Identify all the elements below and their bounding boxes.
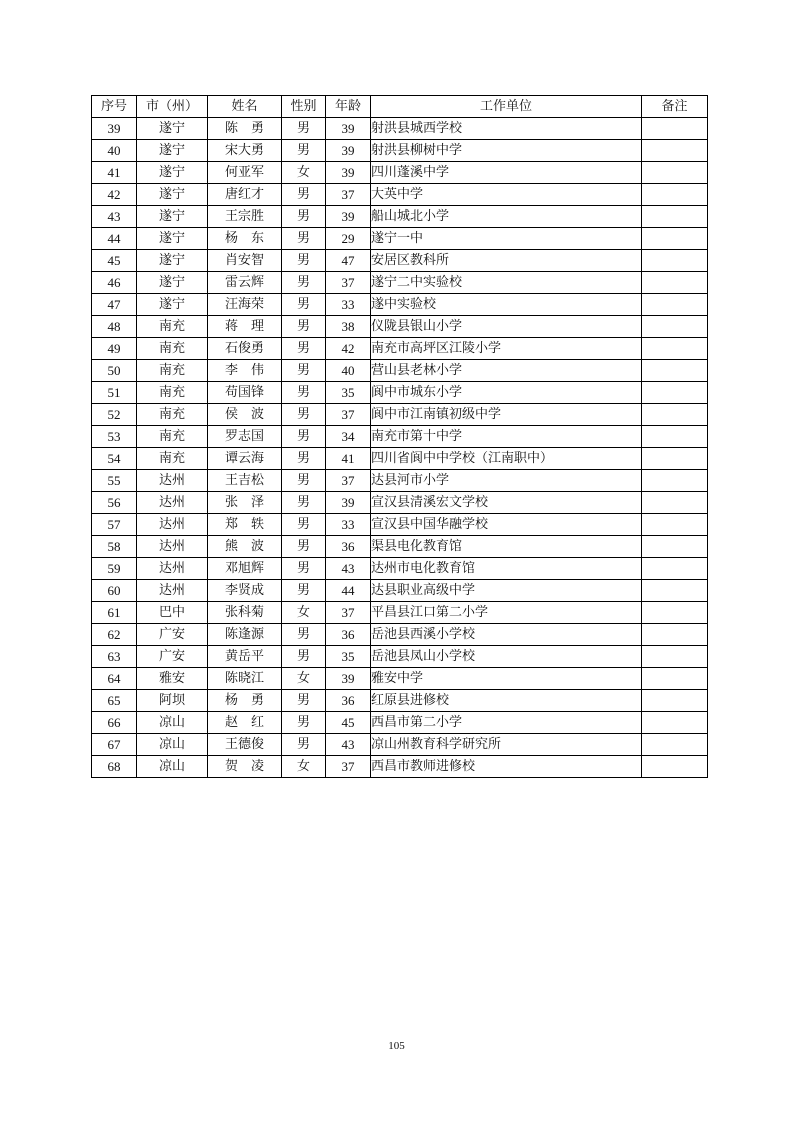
cell-age: 37 (326, 470, 371, 492)
cell-gender: 女 (282, 602, 326, 624)
cell-serial-number: 56 (92, 492, 137, 514)
cell-work-unit: 船山城北小学 (371, 206, 642, 228)
table-row (92, 118, 708, 140)
cell-name: 王吉松 (208, 470, 282, 492)
cell-remarks (642, 140, 708, 162)
cell-name: 苟国锋 (208, 382, 282, 404)
table-row (92, 448, 708, 470)
header-gender: 性别 (282, 96, 326, 118)
cell-remarks (642, 426, 708, 448)
cell-age: 35 (326, 646, 371, 668)
cell-city: 凉山 (137, 712, 208, 734)
cell-name: 陈 勇 (208, 118, 282, 140)
cell-remarks (642, 162, 708, 184)
cell-work-unit: 射洪县城西学校 (371, 118, 642, 140)
cell-remarks (642, 250, 708, 272)
header-row (92, 96, 708, 118)
cell-city: 南充 (137, 316, 208, 338)
cell-work-unit: 岳池县西溪小学校 (371, 624, 642, 646)
cell-serial-number: 41 (92, 162, 137, 184)
cell-work-unit: 达州市电化教育馆 (371, 558, 642, 580)
cell-gender: 男 (282, 734, 326, 756)
cell-gender: 男 (282, 228, 326, 250)
cell-city: 南充 (137, 426, 208, 448)
cell-work-unit: 遂宁一中 (371, 228, 642, 250)
cell-city: 广安 (137, 624, 208, 646)
cell-serial-number: 49 (92, 338, 137, 360)
cell-name: 谭云海 (208, 448, 282, 470)
cell-work-unit: 四川省阆中中学校（江南职中） (371, 448, 642, 470)
cell-name: 罗志国 (208, 426, 282, 448)
cell-remarks (642, 228, 708, 250)
cell-city: 达州 (137, 558, 208, 580)
cell-serial-number: 50 (92, 360, 137, 382)
cell-remarks (642, 382, 708, 404)
table-row (92, 646, 708, 668)
cell-age: 33 (326, 294, 371, 316)
cell-work-unit: 遂中实验校 (371, 294, 642, 316)
cell-gender: 男 (282, 250, 326, 272)
cell-name: 雷云辉 (208, 272, 282, 294)
cell-city: 巴中 (137, 602, 208, 624)
cell-remarks (642, 536, 708, 558)
cell-serial-number: 54 (92, 448, 137, 470)
cell-serial-number: 47 (92, 294, 137, 316)
cell-gender: 男 (282, 492, 326, 514)
cell-name: 贺 凌 (208, 756, 282, 778)
cell-city: 凉山 (137, 734, 208, 756)
cell-city: 达州 (137, 470, 208, 492)
table-row (92, 360, 708, 382)
cell-age: 36 (326, 690, 371, 712)
cell-remarks (642, 492, 708, 514)
header-remarks: 备注 (642, 96, 708, 118)
cell-gender: 男 (282, 690, 326, 712)
cell-name: 宋大勇 (208, 140, 282, 162)
cell-work-unit: 遂宁二中实验校 (371, 272, 642, 294)
cell-serial-number: 64 (92, 668, 137, 690)
cell-age: 39 (326, 206, 371, 228)
cell-city: 雅安 (137, 668, 208, 690)
cell-name: 王宗胜 (208, 206, 282, 228)
cell-gender: 男 (282, 338, 326, 360)
table-row (92, 668, 708, 690)
cell-name: 侯 波 (208, 404, 282, 426)
cell-remarks (642, 404, 708, 426)
cell-remarks (642, 712, 708, 734)
cell-gender: 男 (282, 426, 326, 448)
cell-serial-number: 46 (92, 272, 137, 294)
table-row (92, 316, 708, 338)
cell-serial-number: 42 (92, 184, 137, 206)
cell-remarks (642, 184, 708, 206)
cell-city: 遂宁 (137, 184, 208, 206)
cell-remarks (642, 514, 708, 536)
cell-remarks (642, 316, 708, 338)
cell-name: 张科菊 (208, 602, 282, 624)
cell-remarks (642, 624, 708, 646)
cell-name: 陈逢源 (208, 624, 282, 646)
cell-work-unit: 西昌市第二小学 (371, 712, 642, 734)
cell-age: 43 (326, 734, 371, 756)
cell-city: 达州 (137, 536, 208, 558)
table-row (92, 426, 708, 448)
cell-work-unit: 雅安中学 (371, 668, 642, 690)
cell-name: 李 伟 (208, 360, 282, 382)
cell-work-unit: 宣汉县中国华融学校 (371, 514, 642, 536)
cell-name: 石俊勇 (208, 338, 282, 360)
cell-remarks (642, 646, 708, 668)
cell-name: 赵 红 (208, 712, 282, 734)
cell-age: 37 (326, 756, 371, 778)
cell-city: 广安 (137, 646, 208, 668)
cell-name: 汪海荣 (208, 294, 282, 316)
cell-city: 遂宁 (137, 272, 208, 294)
cell-gender: 女 (282, 162, 326, 184)
cell-city: 阿坝 (137, 690, 208, 712)
cell-serial-number: 53 (92, 426, 137, 448)
cell-serial-number: 52 (92, 404, 137, 426)
header-serial-number: 序号 (92, 96, 137, 118)
cell-work-unit: 达县职业高级中学 (371, 580, 642, 602)
cell-gender: 男 (282, 580, 326, 602)
cell-work-unit: 红原县进修校 (371, 690, 642, 712)
cell-city: 凉山 (137, 756, 208, 778)
cell-city: 南充 (137, 338, 208, 360)
cell-city: 达州 (137, 580, 208, 602)
cell-age: 34 (326, 426, 371, 448)
cell-age: 39 (326, 162, 371, 184)
cell-serial-number: 44 (92, 228, 137, 250)
cell-work-unit: 西昌市教师进修校 (371, 756, 642, 778)
cell-gender: 男 (282, 514, 326, 536)
cell-name: 蒋 理 (208, 316, 282, 338)
cell-work-unit: 营山县老林小学 (371, 360, 642, 382)
cell-age: 36 (326, 624, 371, 646)
cell-work-unit: 宣汉县清溪宏文学校 (371, 492, 642, 514)
cell-remarks (642, 580, 708, 602)
table-row (92, 558, 708, 580)
cell-city: 南充 (137, 448, 208, 470)
cell-city: 遂宁 (137, 250, 208, 272)
cell-gender: 男 (282, 360, 326, 382)
cell-name: 王德俊 (208, 734, 282, 756)
cell-serial-number: 68 (92, 756, 137, 778)
cell-age: 39 (326, 492, 371, 514)
cell-serial-number: 67 (92, 734, 137, 756)
cell-gender: 男 (282, 712, 326, 734)
cell-gender: 男 (282, 316, 326, 338)
cell-gender: 男 (282, 118, 326, 140)
cell-city: 遂宁 (137, 162, 208, 184)
table-row (92, 162, 708, 184)
cell-city: 遂宁 (137, 118, 208, 140)
cell-age: 39 (326, 140, 371, 162)
cell-remarks (642, 206, 708, 228)
cell-gender: 男 (282, 206, 326, 228)
cell-serial-number: 40 (92, 140, 137, 162)
cell-gender: 男 (282, 294, 326, 316)
cell-name: 陈晓江 (208, 668, 282, 690)
cell-remarks (642, 470, 708, 492)
cell-age: 35 (326, 382, 371, 404)
cell-gender: 男 (282, 404, 326, 426)
cell-serial-number: 55 (92, 470, 137, 492)
table-row (92, 602, 708, 624)
cell-serial-number: 59 (92, 558, 137, 580)
table-header (92, 96, 708, 118)
table-row (92, 690, 708, 712)
table-row (92, 514, 708, 536)
cell-gender: 男 (282, 140, 326, 162)
cell-work-unit: 平昌县江口第二小学 (371, 602, 642, 624)
cell-gender: 男 (282, 470, 326, 492)
cell-city: 遂宁 (137, 206, 208, 228)
cell-age: 43 (326, 558, 371, 580)
cell-serial-number: 45 (92, 250, 137, 272)
cell-serial-number: 62 (92, 624, 137, 646)
cell-age: 37 (326, 272, 371, 294)
cell-serial-number: 66 (92, 712, 137, 734)
cell-age: 45 (326, 712, 371, 734)
cell-age: 37 (326, 404, 371, 426)
cell-name: 唐红才 (208, 184, 282, 206)
cell-gender: 女 (282, 756, 326, 778)
cell-work-unit: 达县河市小学 (371, 470, 642, 492)
cell-work-unit: 渠县电化教育馆 (371, 536, 642, 558)
cell-serial-number: 61 (92, 602, 137, 624)
table-row (92, 404, 708, 426)
table-row (92, 624, 708, 646)
cell-age: 42 (326, 338, 371, 360)
table-row (92, 338, 708, 360)
cell-work-unit: 岳池县凤山小学校 (371, 646, 642, 668)
cell-remarks (642, 558, 708, 580)
cell-gender: 男 (282, 624, 326, 646)
cell-remarks (642, 448, 708, 470)
cell-name: 邓旭辉 (208, 558, 282, 580)
cell-gender: 男 (282, 646, 326, 668)
table-row (92, 228, 708, 250)
cell-serial-number: 48 (92, 316, 137, 338)
cell-name: 肖安智 (208, 250, 282, 272)
cell-age: 47 (326, 250, 371, 272)
table-row (92, 712, 708, 734)
roster-table (91, 95, 708, 778)
cell-age: 37 (326, 184, 371, 206)
header-work-unit: 工作单位 (371, 96, 642, 118)
cell-gender: 男 (282, 382, 326, 404)
table-row (92, 756, 708, 778)
table-row (92, 580, 708, 602)
cell-work-unit: 阆中市江南镇初级中学 (371, 404, 642, 426)
cell-name: 何亚军 (208, 162, 282, 184)
cell-work-unit: 射洪县柳树中学 (371, 140, 642, 162)
cell-age: 36 (326, 536, 371, 558)
cell-city: 南充 (137, 404, 208, 426)
cell-gender: 女 (282, 668, 326, 690)
cell-gender: 男 (282, 184, 326, 206)
cell-age: 37 (326, 602, 371, 624)
cell-serial-number: 51 (92, 382, 137, 404)
cell-age: 41 (326, 448, 371, 470)
cell-remarks (642, 756, 708, 778)
cell-remarks (642, 690, 708, 712)
table-row (92, 382, 708, 404)
cell-remarks (642, 118, 708, 140)
cell-work-unit: 四川蓬溪中学 (371, 162, 642, 184)
cell-name: 李贤成 (208, 580, 282, 602)
cell-gender: 男 (282, 272, 326, 294)
table-row (92, 140, 708, 162)
cell-serial-number: 57 (92, 514, 137, 536)
cell-age: 33 (326, 514, 371, 536)
cell-work-unit: 南充市第十中学 (371, 426, 642, 448)
cell-work-unit: 安居区教科所 (371, 250, 642, 272)
table-row (92, 272, 708, 294)
cell-work-unit: 阆中市城东小学 (371, 382, 642, 404)
cell-age: 29 (326, 228, 371, 250)
cell-remarks (642, 272, 708, 294)
cell-remarks (642, 602, 708, 624)
table-body (92, 118, 708, 778)
cell-age: 38 (326, 316, 371, 338)
table-row (92, 206, 708, 228)
table-row (92, 492, 708, 514)
cell-age: 39 (326, 118, 371, 140)
cell-name: 杨 东 (208, 228, 282, 250)
cell-work-unit: 南充市高坪区江陵小学 (371, 338, 642, 360)
cell-gender: 男 (282, 536, 326, 558)
header-name: 姓名 (208, 96, 282, 118)
cell-serial-number: 60 (92, 580, 137, 602)
cell-remarks (642, 360, 708, 382)
header-city: 市（州） (137, 96, 208, 118)
cell-gender: 男 (282, 558, 326, 580)
cell-city: 南充 (137, 360, 208, 382)
cell-remarks (642, 734, 708, 756)
cell-name: 郑 轶 (208, 514, 282, 536)
cell-serial-number: 43 (92, 206, 137, 228)
cell-age: 40 (326, 360, 371, 382)
table-row (92, 536, 708, 558)
table-row (92, 294, 708, 316)
table-row (92, 734, 708, 756)
cell-remarks (642, 338, 708, 360)
cell-name: 张 泽 (208, 492, 282, 514)
page-number: 105 (388, 1040, 405, 1052)
cell-gender: 男 (282, 448, 326, 470)
header-age: 年龄 (326, 96, 371, 118)
cell-city: 南充 (137, 382, 208, 404)
cell-city: 达州 (137, 514, 208, 536)
cell-city: 遂宁 (137, 140, 208, 162)
cell-name: 黄岳平 (208, 646, 282, 668)
cell-work-unit: 凉山州教育科学研究所 (371, 734, 642, 756)
cell-name: 杨 勇 (208, 690, 282, 712)
table-row (92, 250, 708, 272)
cell-city: 遂宁 (137, 228, 208, 250)
cell-remarks (642, 668, 708, 690)
cell-remarks (642, 294, 708, 316)
cell-serial-number: 58 (92, 536, 137, 558)
table-row (92, 184, 708, 206)
cell-serial-number: 39 (92, 118, 137, 140)
cell-name: 熊 波 (208, 536, 282, 558)
cell-age: 39 (326, 668, 371, 690)
cell-city: 遂宁 (137, 294, 208, 316)
table-row (92, 470, 708, 492)
cell-work-unit: 大英中学 (371, 184, 642, 206)
cell-serial-number: 65 (92, 690, 137, 712)
cell-age: 44 (326, 580, 371, 602)
cell-city: 达州 (137, 492, 208, 514)
cell-work-unit: 仪陇县银山小学 (371, 316, 642, 338)
cell-serial-number: 63 (92, 646, 137, 668)
